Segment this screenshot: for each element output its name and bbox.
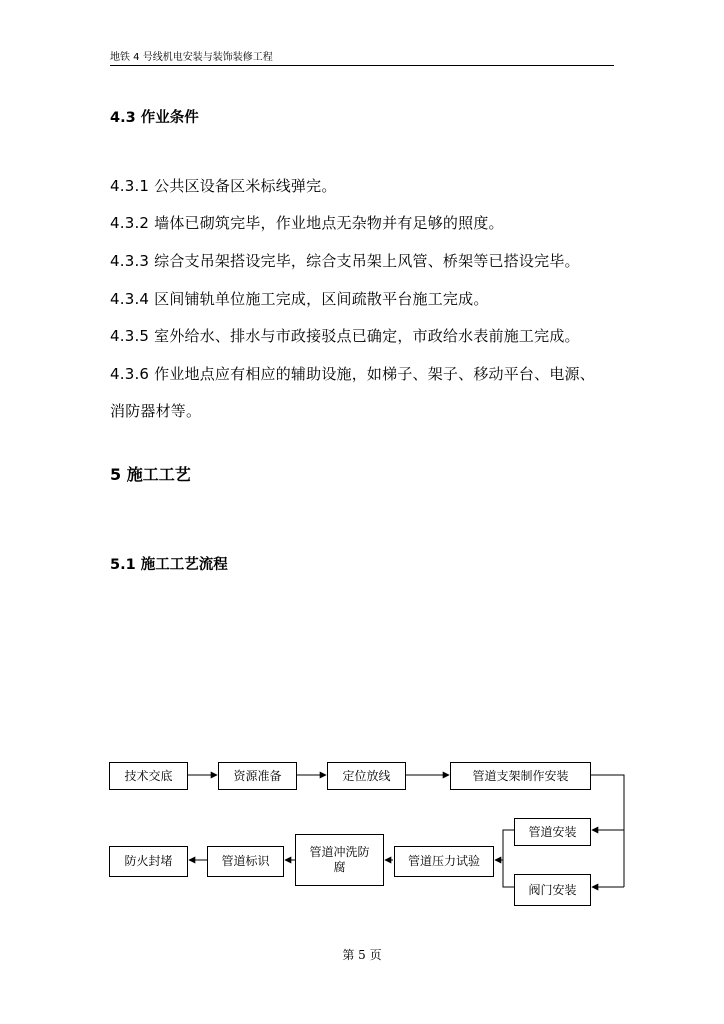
item-4-3-6-continued: 消防器材等。 [110, 402, 202, 420]
section-4-3-heading: 4.3 作业条件 [110, 110, 199, 126]
flow-step-pipe-labeling: 管道标识 [207, 846, 284, 877]
flow-step-pressure-test: 管道压力试验 [394, 846, 494, 877]
flow-step-positioning: 定位放线 [327, 762, 406, 790]
item-4-3-1: 4.3.1 公共区设备区米标线弹完。 [110, 177, 337, 195]
flow-step-fire-sealing: 防火封堵 [109, 846, 188, 877]
page-number: 第 5 页 [342, 948, 382, 962]
flow-step-technical-briefing: 技术交底 [109, 762, 188, 790]
item-4-3-5: 4.3.5 室外给水、排水与市政接驳点已确定，市政给水表前施工完成。 [110, 327, 580, 345]
running-header: 地铁 4 号线机电安装与装饰装修工程 [110, 51, 614, 66]
item-4-3-3: 4.3.3 综合支吊架搭设完毕，综合支吊架上风管、桥架等已搭设完毕。 [110, 252, 580, 270]
flow-step-resource-preparation: 资源准备 [218, 762, 297, 790]
flow-step-valve-installation: 阀门安装 [514, 874, 591, 906]
item-4-3-2: 4.3.2 墙体已砌筑完毕，作业地点无杂物并有足够的照度。 [110, 214, 504, 232]
flow-step-support-installation: 管道支架制作安装 [450, 762, 591, 790]
item-4-3-6: 4.3.6 作业地点应有相应的辅助设施，如梯子、架子、移动平台、电源、 [110, 365, 595, 383]
flow-step-pipe-installation: 管道安装 [514, 818, 591, 846]
arrow-s4-branch [591, 775, 624, 887]
section-5-1-heading: 5.1 施工工艺流程 [110, 557, 228, 573]
section-5-heading: 5 施工工艺 [110, 465, 191, 484]
arrow-s5-merge [503, 830, 514, 887]
flow-step-flushing-anticorrosion: 管道冲洗防腐 [295, 834, 384, 886]
item-4-3-4: 4.3.4 区间铺轨单位施工完成，区间疏散平台施工完成。 [110, 290, 489, 308]
